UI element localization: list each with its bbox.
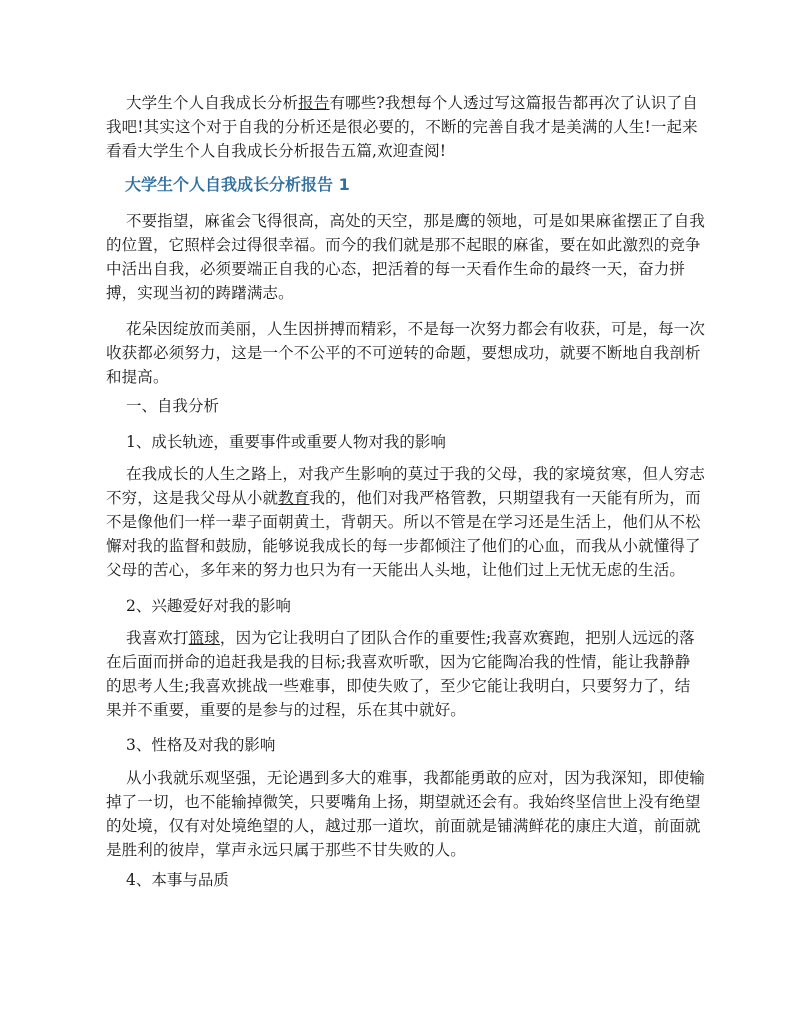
intro-text-1: 大学生个人自我成长分析	[126, 94, 299, 112]
subheading-2-suffix: 对我的影响	[213, 597, 291, 615]
paragraph-5: 从小我就乐观坚强，无论遇到多大的难事，我都能勇敢的应对，因为我深知，即使输掉了一切，也不能输掉微笑，只要嘴角上扬，期望就还会有。我始终坚信世上没有绝望的处境，仅有对处境绝望的人，越过那一道坎，前面就是铺满鲜花的康庄大道，前面就是胜利的彼岸，掌声永远只属于那些不甘失败的人。	[106, 769, 706, 859]
paragraph-3	[106, 462, 706, 582]
section-heading-1: 一、自我分析	[126, 397, 220, 415]
paragraph-3-text-1: 在我成长的人生之路上，对我产生影响的莫过于我的父母，我的家境贫寒，但人穷志不穷，这是我父母从小就	[106, 465, 706, 507]
paragraph-1: 不要指望，麻雀会飞得很高，高处的天空，那是鹰的领地，可是如果麻雀摆正了自我的位置，它照样会过得很幸福。而今的我们就是那不起眼的麻雀，要在如此激烈的竞争中活出自我，必须要端正自我的心态，把活着的每一天看作生命的最终一天，奋力拼搏，实现当初的踌躇满志。	[106, 212, 706, 302]
basketball-link[interactable]: 篮球	[188, 629, 220, 647]
intro-paragraph	[106, 91, 706, 163]
intro-text-2: 有哪些?我想每个人透过写这篇报告都再次了认识了自我吧!其实这个对于自我的分析还是很必要的，不断的完善自我才是美满的人生!一起来看看大学生个人自我成长分析报告五篇,欢迎查阅!	[106, 94, 698, 160]
paragraph-4-text-2: ，因为它让我明白了团队合作的重要性;我喜欢赛跑，把别人远远的落在后面而拼命的追赶我是我的目标;我喜欢听歌，因为它能陶冶我的性情，能让我静静的思考人生;我喜欢挑战一些难事，即使失败了，至少它能让我明白，只要努力了，结果并不重要，重要的是参与的过程，乐在其中就好。	[106, 629, 695, 719]
paragraph-4	[106, 626, 706, 722]
hobbies-link[interactable]: 兴趣爱好	[151, 597, 214, 615]
education-link[interactable]: 教育	[278, 489, 310, 507]
paragraph-3-text-2: 我的，他们对我严格管教，只期望我有一天能有所为，而不是像他们一样一辈子面朝黄土，背朝天。所以不管是在学习还是生活上，他们从不松懈对我的监督和鼓励，能够说我成长的每一步都倾注了他们的心血，而我从小就懂得了父母的苦心，多年来的努力也只为有一天能出人头地，让他们过上无忧无虑的生活。	[106, 489, 701, 579]
subheading-4: 4、本事与品质	[126, 871, 229, 889]
report-title: 大学生个人自我成长分析报告 1	[125, 175, 350, 194]
subheading-3: 3、性格及对我的影响	[126, 736, 276, 754]
paragraph-2: 花朵因绽放而美丽，人生因拼搏而精彩，不是每一次努力都会有收获，可是，每一次收获都必须努力，这是一个不公平的不可逆转的命题，要想成功，就要不断地自我剖析和提高。	[106, 320, 706, 386]
subheading-2-prefix: 2、	[126, 597, 152, 615]
subheading-2	[126, 594, 291, 616]
subheading-1: 1、成长轨迹，重要事件或重要人物对我的影响	[126, 433, 446, 451]
report-link[interactable]: 报告	[298, 94, 330, 112]
paragraph-4-text-1: 我喜欢打	[126, 629, 189, 647]
